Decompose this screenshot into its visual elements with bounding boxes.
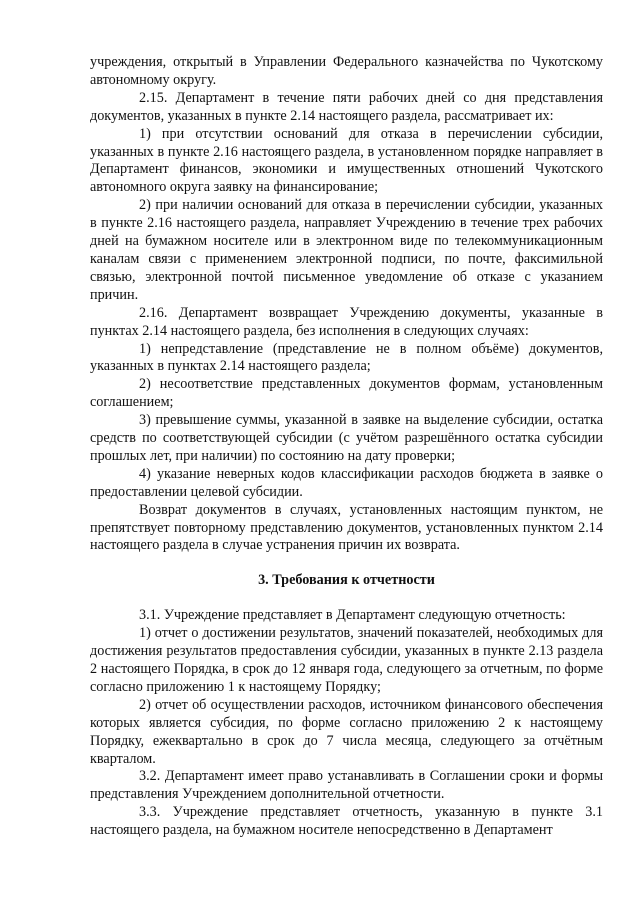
paragraph-2-16: 2.16. Департамент возвращает Учреждению документы, указанные в пунктах 2.14 настоящего раздела, без исполнения в следующих случаях:: [90, 304, 603, 339]
paragraph-3-3: 3.3. Учреждение представляет отчетность, указанную в пункте 3.1 настоящего раздела, на бумажном носителе непосредственно в Департамент: [90, 804, 603, 839]
paragraph-2-16-item-1: 1) непредставление (представление не в полном объёме) документов, указанных в пунктах 2.14 настоящего раздела;: [90, 340, 603, 375]
paragraph-2-15-item-1: 1) при отсутствии оснований для отказа в перечислении субсидии, указанных в пункте 2.16 настоящего раздела, в установленном порядке направляет в Департамент финансов, экономики и имущественных отношений Чукотского автономного округа заявку на финансирование;: [90, 125, 603, 196]
paragraph-2-16-item-2: 2) несоответствие представленных документов формам, установленным соглашением;: [90, 376, 603, 411]
paragraph-2-16-item-3: 3) превышение суммы, указанной в заявке на выделение субсидии, остатка средств по соответствующей субсидии (с учётом разрешённого остатка субсидии прошлых лет, при наличии) по состоянию на дату проверки;: [90, 412, 603, 464]
paragraph-return-note: Возврат документов в случаях, установленных настоящим пунктом, не препятствует повторному представлению документов, установленных пунктом 2.14 настоящего раздела в случае устранения причин их возврата.: [90, 501, 603, 554]
paragraph-3-1: 3.1. Учреждение представляет в Департамент следующую отчетность:: [139, 607, 566, 624]
document-body: [90, 54, 603, 840]
paragraph-3-1-item-1: 1) отчет о достижении результатов, значений показателей, необходимых для достижения результатов предоставления субсидии, указанных в пункте 2.13 раздела 2 настоящего Порядка, в срок до 12 января года, следующего за отчетным, по форме согласно приложению 1 к настоящему Порядку;: [90, 625, 603, 695]
section-heading: 3. Требования к отчетности: [258, 572, 435, 589]
paragraph-2-16-item-4: 4) указание неверных кодов классификации расходов бюджета в заявке о предоставлении целевой субсидии.: [90, 465, 603, 500]
paragraph-3-2: 3.2. Департамент имеет право устанавливать в Соглашении сроки и формы представления Учреждением дополнительной отчетности.: [90, 768, 603, 803]
paragraph-2-15: 2.15. Департамент в течение пяти рабочих дней со дня представления документов, указанных в пункте 2.14 настоящего раздела, рассматривает их:: [90, 89, 603, 124]
paragraph-2-15-item-2: 2) при наличии оснований для отказа в перечислении субсидии, указанных в пункте 2.16 настоящего раздела, направляет Учреждению в течение трех рабочих дней на бумажном носителе или в электронном виде по телекоммуникационным каналам связи с применением электронной подписи, по почте, факсимильной связью, электронной почтой письменное уведомление об отказе с указанием причин.: [90, 197, 603, 303]
paragraph-3-1-item-2: 2) отчет об осуществлении расходов, источником финансового обеспечения которых является субсидия, по форме согласно приложению 2 к настоящему Порядку, ежеквартально в срок до 7 числа месяца, следующего за отчётным кварталом.: [90, 696, 603, 767]
paragraph-continuation: учреждения, открытый в Управлении Федерального казначейства по Чукотскому автономному округу.: [90, 54, 603, 88]
